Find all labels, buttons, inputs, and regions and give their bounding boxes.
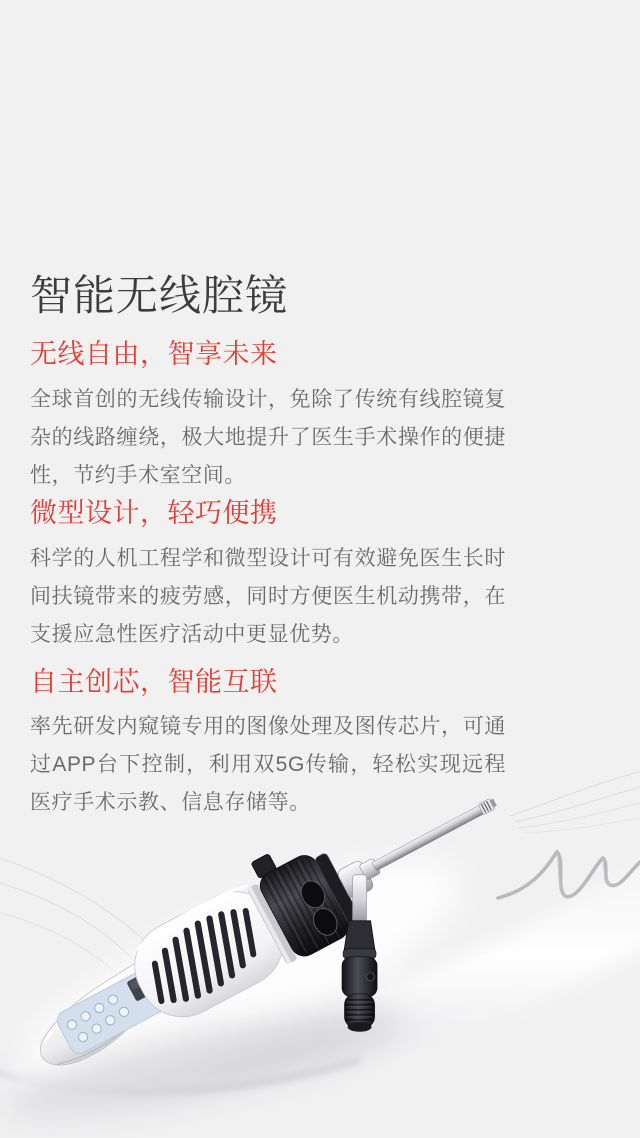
section-heading-compact: 微型设计，轻巧便携 <box>30 498 278 529</box>
section-body-chip: 率先研发内窥镜专用的图像处理及图传芯片，可通过APP台下控制，利用双5G传输，轻松实现远程医疗手术示教、信息存储等。 <box>30 715 506 814</box>
section-heading-wireless: 无线自由，智享未来 <box>30 339 278 370</box>
section-heading-chip: 自主创芯，智能互联 <box>30 667 278 698</box>
section-body-compact: 科学的人机工程学和微型设计可有效避免医生长时间扶镜带来的疲劳感，同时方便医生机动携带，在支援应急性医疗活动中更显优势。 <box>30 547 506 646</box>
product-image <box>0 760 640 1138</box>
section-body-wireless: 全球首创的无线传输设计，免除了传统有线腔镜复杂的线路缠绕，极大地提升了医生手术操作的便捷性，节约手术室空间。 <box>30 388 506 487</box>
cable-screw <box>367 973 375 981</box>
page-title: 智能无线腔镜 <box>30 272 289 320</box>
